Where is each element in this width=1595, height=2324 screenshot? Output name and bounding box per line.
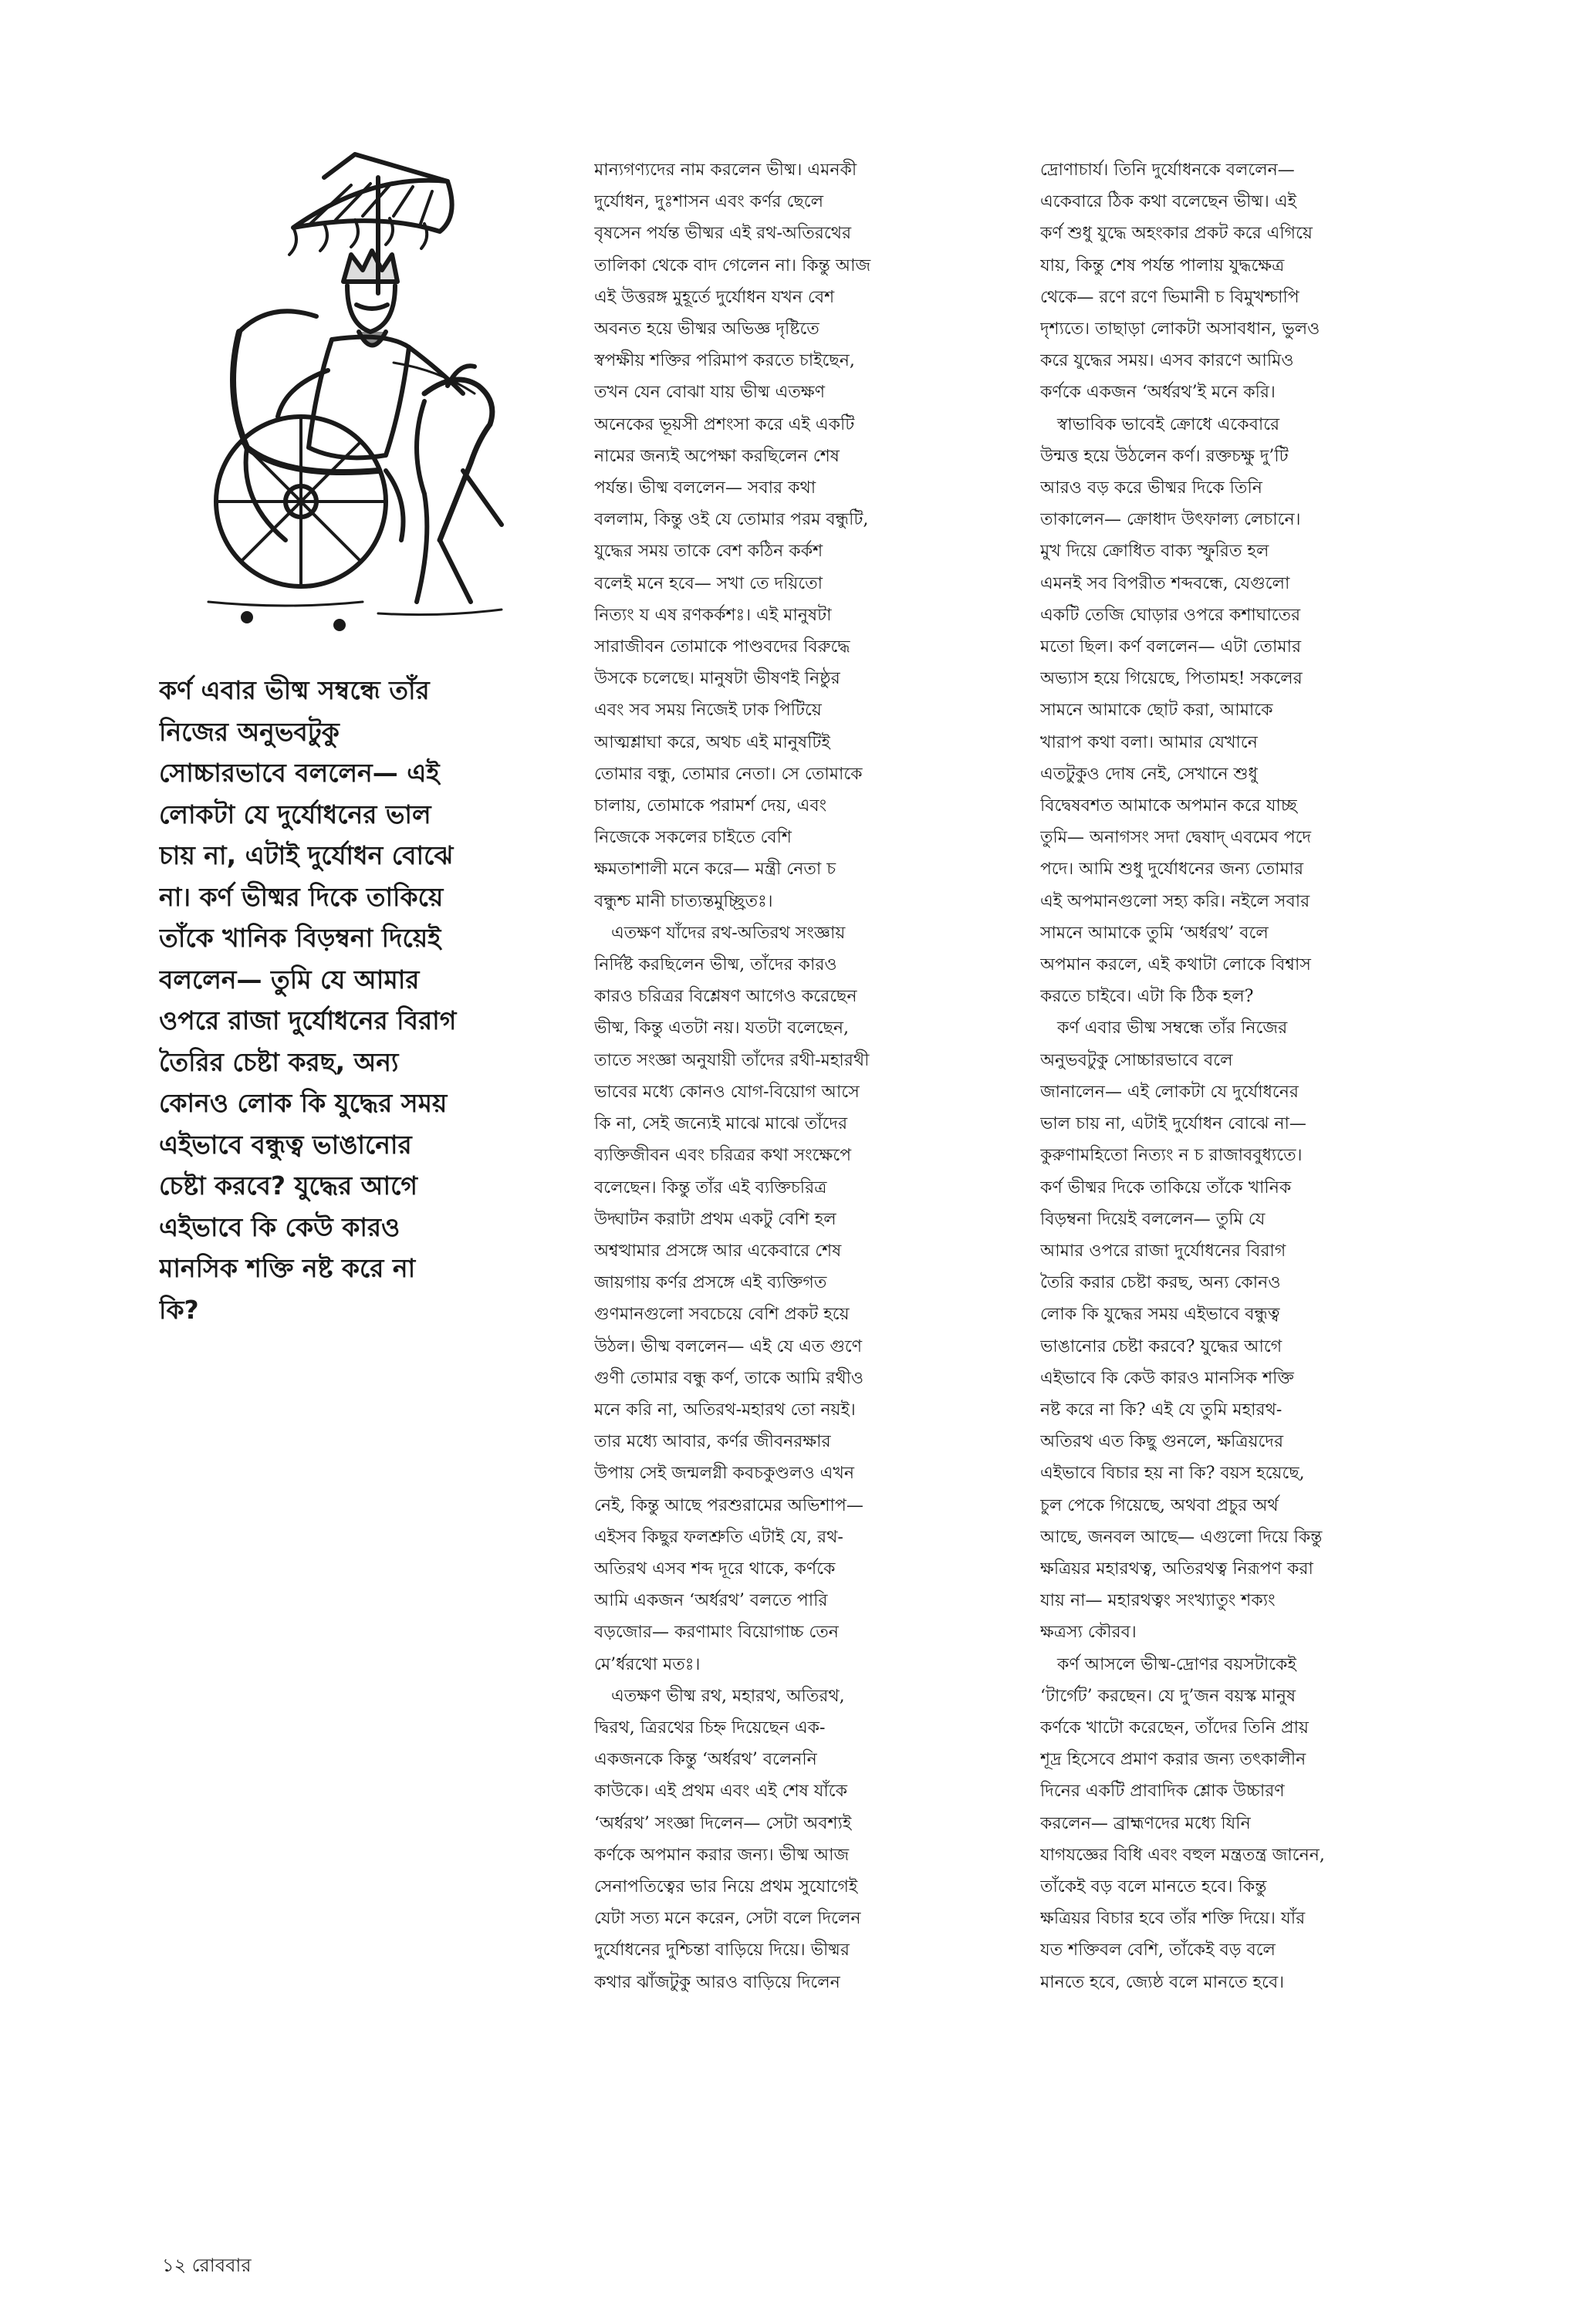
text-line: নষ্ট করে না কি? এই যে তুমি মহারথ-: [1040, 1400, 1282, 1420]
text-line: যত শক্তিবল বেশি, তাঁকেই বড় বলে: [1040, 1941, 1276, 1961]
text-line: ‘অর্ধরথ’ সংজ্ঞা দিলেন— সেটা অবশ্যই: [594, 1813, 852, 1833]
text-line: উপায় সেই জন্মলগ্নী কবচকুণ্ডলও এখন: [594, 1464, 854, 1484]
text-line: কর্ণকে অপমান করার জন্য। ভীষ্ম আজ: [594, 1845, 850, 1865]
text-line: তাঁকেই বড় বলে মানতে হবে। কিন্তু: [1040, 1876, 1267, 1897]
text-line: কাউকে। এই প্রথম এবং এই শেষ যাঁকে: [594, 1782, 848, 1802]
text-line: অবনত হয়ে ভীষ্মর অভিজ্ঞ দৃষ্টিতে: [594, 319, 819, 339]
pull-quote-line: বললেন— তুমি যে আমার: [159, 964, 420, 995]
text-line: অপমান করলে, এই কথাটা লোকে বিশ্বাস: [1040, 955, 1311, 975]
text-column-right: [1040, 154, 1461, 1998]
text-line: ক্ষমতাশালী মনে করে— মন্ত্রী নেতা চ: [594, 860, 836, 880]
text-line: কর্ণকে খাটো করেছেন, তাঁদের তিনি প্রায়: [1040, 1718, 1309, 1738]
text-line: যুদ্ধের সময় তাকে বেশ কঠিন কর্কশ: [594, 542, 823, 562]
text-line: মতো ছিল। কর্ণ বললেন— এটা তোমার: [1040, 637, 1302, 657]
text-line: এবং সব সময় নিজেই ঢাক পিটিয়ে: [594, 701, 822, 721]
text-line: নামের জন্যই অপেক্ষা করছিলেন শেষ: [594, 446, 840, 466]
text-line: কুরুণামহিতো নিত্যং ন চ রাজাববুধ্যতে।: [1040, 1146, 1303, 1166]
text-line: কারও চরিত্রর বিশ্লেষণ আগেও করেছেন: [594, 987, 857, 1007]
text-column-middle: [594, 154, 1011, 1998]
text-line: চালায়, তোমাকে পরামর্শ দেয়, এবং: [594, 796, 827, 816]
text-line: একটি তেজি ঘোড়ার ওপরে কশাঘাতের: [1040, 605, 1301, 625]
text-line: তাকালেন— ক্রোধাদ উৎফাল্য লেচানে।: [1040, 510, 1301, 530]
text-line: নিজেকে সকলের চাইতে বেশি: [594, 828, 792, 848]
text-line: অশ্বত্থামার প্রসঙ্গে আর একেবারে শেষ: [594, 1241, 842, 1261]
text-line: এই অপমানগুলো সহ্য করি। নইলে সবার: [1040, 891, 1310, 911]
text-line: আমার ওপরে রাজা দুর্যোধনের বিরাগ: [1040, 1241, 1286, 1261]
text-line: অনুভবটুকু সোচ্চারভাবে বলে: [1040, 1050, 1233, 1070]
text-line: মান্যগণ্যদের নাম করলেন ভীষ্ম। এমনকী: [594, 160, 857, 180]
text-line: আত্মশ্লাঘা করে, অথচ এই মানুষটিই: [594, 732, 830, 752]
text-line: তাতে সংজ্ঞা অনুযায়ী তাঁদের রথী-মহারথী: [594, 1050, 870, 1070]
text-line: তখন যেন বোঝা যায় ভীষ্ম এতক্ষণ: [594, 383, 825, 403]
text-line: এতক্ষণ ভীষ্ম রথ, মহারথ, অতিরথ,: [594, 1686, 845, 1706]
text-line: তালিকা থেকে বাদ গেলেন না। কিন্তু আজ: [594, 255, 871, 275]
text-line: কর্ণকে একজন ‘অর্ধরথ’ই মনে করি।: [1040, 383, 1276, 403]
text-line: আমি একজন ‘অর্ধরথ’ বলতে পারি: [594, 1591, 828, 1611]
text-line: অতিরথ এত কিছু গুনলে, ক্ষত্রিয়দের: [1040, 1432, 1284, 1452]
pull-quote-line: কর্ণ এবার ভীষ্ম সম্বন্ধে তাঁর: [159, 675, 430, 705]
pull-quote-line: এইভাবে কি কেউ কারও: [159, 1211, 400, 1242]
text-line: যায়, কিন্তু শেষ পর্যন্ত পালায় যুদ্ধক্ষেত্র: [1040, 255, 1285, 275]
text-line: জায়গায় কর্ণর প্রসঙ্গে এই ব্যক্তিগত: [594, 1273, 827, 1293]
text-line: যায় না— মহারথত্বং সংখ্যাতুং শক্যং: [1040, 1591, 1276, 1611]
text-line: এইসব কিছুর ফলশ্রুতি এটাই যে, রথ-: [594, 1527, 843, 1547]
text-line: ক্ষত্রস্য কৌরব।: [1040, 1623, 1137, 1643]
text-line: এতটুকুও দোষ নেই, সেখানে শুধু: [1040, 764, 1258, 784]
text-line: গুণমানগুলো সবচেয়ে বেশি প্রকট হয়ে: [594, 1305, 850, 1325]
text-line: বলেই মনে হবে— সখা তে দয়িতো: [594, 573, 823, 593]
text-line: বলেছেন। কিন্তু তাঁর এই ব্যক্তিচরিত্র: [594, 1177, 827, 1197]
text-line: কর্ণ ভীষ্মর দিকে তাকিয়ে তাঁকে খানিক: [1040, 1177, 1292, 1197]
text-line: ভাঙানোর চেষ্টা করবে? যুদ্ধের আগে: [1040, 1336, 1282, 1356]
text-line: কর্ণ শুধু যুদ্ধে অহংকার প্রকট করে এগিয়ে: [1040, 224, 1313, 244]
text-line: ‘টার্গেট’ করছেন। যে দু’জন বয়স্ক মানুষ: [1040, 1686, 1296, 1706]
pull-quote-line: চায় না, এটাই দুর্যোধন বোঝে: [159, 840, 454, 870]
text-line: ভীষ্ম, কিন্তু এতটা নয়। যতটা বলেছেন,: [594, 1018, 849, 1039]
text-line: অভ্যাস হয়ে গিয়েছে, পিতামহ! সকলের: [1040, 669, 1303, 689]
text-line: বন্ধুশ্চ মানী চাত্যন্তমুচ্ছ্রিতঃ।: [594, 891, 773, 911]
text-line: করলেন— ব্রাহ্মণদের মধ্যে যিনি: [1040, 1813, 1251, 1833]
text-line: উঠল। ভীষ্ম বললেন— এই যে এত গুণে: [594, 1336, 863, 1356]
text-line: নেই, কিন্তু আছে পরশুরামের অভিশাপ—: [594, 1495, 863, 1515]
text-line: এইভাবে বিচার হয় না কি? বয়স হয়েছে,: [1040, 1464, 1305, 1484]
text-line: এতক্ষণ যাঁদের রথ-অতিরথ সংজ্ঞায়: [594, 923, 846, 943]
text-line: দৃশ্যতে। তাছাড়া লোকটা অসাবধান, ভুলও: [1040, 319, 1320, 339]
text-line: সামনে আমাকে তুমি ‘অর্ধরথ’ বলে: [1040, 923, 1269, 943]
text-line: বড়জোর— করণামাং বিয়োগাচ্চ তেন: [594, 1623, 839, 1643]
text-line: একেবারে ঠিক কথা বলেছেন ভীষ্ম। এই: [1040, 192, 1297, 212]
text-line: ব্যক্তিজীবন এবং চরিত্রর কথা সংক্ষেপে: [594, 1146, 852, 1166]
text-line: থেকে— রণে রণে ভিমানী চ বিমুখশ্চাপি: [1040, 287, 1299, 307]
text-line: এইভাবে কি কেউ কারও মানসিক শক্তি: [1040, 1368, 1294, 1388]
text-line: সামনে আমাকে ছোট করা, আমাকে: [1040, 701, 1273, 721]
text-line: তোমার বন্ধু, তোমার নেতা। সে তোমাকে: [594, 764, 863, 784]
text-line: আরও বড় করে ভীষ্মর দিকে তিনি: [1040, 478, 1262, 498]
text-line: পর্যন্ত। ভীষ্ম বললেন— সবার কথা: [594, 478, 816, 498]
chariot-illustration: [193, 139, 525, 633]
text-line: যাগযজ্ঞের বিধি এবং বহুল মন্ত্রতন্ত্র জানেন,: [1040, 1845, 1325, 1865]
pull-quote-line: তাঁকে খানিক বিড়ম্বনা দিয়েই: [159, 923, 441, 953]
pull-quote-line: তৈরির চেষ্টা করছ, অন্য: [159, 1046, 399, 1077]
text-line: অনেকের ভূয়সী প্রশংসা করে এই একটি: [594, 414, 855, 434]
text-line: কর্ণ এবার ভীষ্ম সম্বন্ধে তাঁর নিজের: [1040, 1018, 1288, 1039]
text-line: কথার ঝাঁজটুকু আরও বাড়িয়ে দিলেন: [594, 1972, 840, 1992]
text-line: স্বাভাবিক ভাবেই ক্রোধে একেবারে: [1040, 414, 1280, 434]
pull-quote-line: ওপরে রাজা দুর্যোধনের বিরাগ: [159, 1005, 457, 1035]
text-line: মানতে হবে, জ্যেষ্ঠ বলে মানতে হবে।: [1040, 1972, 1285, 1992]
text-line: সারাজীবন তোমাকে পাণ্ডবদের বিরুদ্ধে: [594, 637, 850, 657]
pull-quote-line: চেষ্টা করবে? যুদ্ধের আগে: [159, 1170, 418, 1201]
text-line: এই উত্তরঙ্গ মুহূর্তে দুর্যোধন যখন বেশ: [594, 287, 835, 307]
text-line: নিত্যং য এষ রণকর্কশঃ। এই মানুষটা: [594, 605, 832, 625]
pull-quote-line: সোচ্চারভাবে বললেন— এই: [159, 758, 440, 788]
pull-quote-line: মানসিক শক্তি নষ্ট করে না: [159, 1253, 416, 1283]
text-line: পদে। আমি শুধু দুর্যোধনের জন্য তোমার: [1040, 860, 1304, 880]
text-line: ক্ষত্রিয়র বিচার হবে তাঁর শক্তি দিয়ে। যাঁর: [1040, 1909, 1306, 1929]
text-line: উন্মত্ত হয়ে উঠলেন কর্ণ। রক্তচক্ষু দু’টি: [1040, 446, 1289, 466]
text-line: দিনের একটি প্রাবাদিক শ্লোক উচ্চারণ: [1040, 1782, 1285, 1802]
text-line: লোক কি যুদ্ধের সময় এইভাবে বন্ধুত্ব: [1040, 1305, 1280, 1325]
pull-quote-line: না। কর্ণ ভীষ্মর দিকে তাকিয়ে: [159, 881, 444, 912]
text-line: গুণী তোমার বন্ধু কর্ণ, তাকে আমি রথীও: [594, 1368, 864, 1388]
text-line: মে’র্ধরথো মতঃ।: [594, 1654, 701, 1674]
text-line: অতিরথ এসব শব্দ দূরে থাকে, কর্ণকে: [594, 1559, 836, 1579]
text-line: ভাবের মধ্যে কোনও যোগ-বিয়োগ আসে: [594, 1082, 860, 1102]
pull-quote-line: এইভাবে বন্ধুত্ব ভাঙানোর: [159, 1129, 412, 1160]
text-line: কর্ণ আসলে ভীষ্ম-দ্রোণর বয়সটাকেই: [1040, 1654, 1296, 1674]
text-line: জানালেন— এই লোকটা যে দুর্যোধনের: [1040, 1082, 1299, 1102]
text-line: চুল পেকে গিয়েছে, অথবা প্রচুর অর্থ: [1040, 1495, 1279, 1515]
text-line: দুর্যোধন, দুঃশাসন এবং কর্ণর ছেলে: [594, 192, 823, 212]
pull-quote-line: কোনও লোক কি যুদ্ধের সময়: [159, 1088, 448, 1118]
text-line: নির্দিষ্ট করছিলেন ভীষ্ম, তাঁদের কারও: [594, 955, 837, 975]
text-line: খারাপ কথা বলা। আমার যেখানে: [1040, 732, 1258, 752]
text-line: বিদ্বেষবশত আমাকে অপমান করে যাচ্ছ: [1040, 796, 1297, 816]
text-line: সেনাপতিত্বের ভার নিয়ে প্রথম সুযোগেই: [594, 1876, 858, 1897]
text-line: একজনকে কিন্তু ‘অর্ধরথ’ বলেননি: [594, 1750, 817, 1770]
pull-quote: [159, 670, 537, 1330]
text-line: তুমি— অনাগসং সদা দ্বেষাদ্ এবমেব পদে: [1040, 828, 1312, 848]
text-line: দ্বিরথ, ত্রিরথের চিহ্ন দিয়েছেন এক-: [594, 1718, 826, 1738]
pull-quote-line: নিজের অনুভবটুকু: [159, 716, 340, 747]
text-line: বৃষসেন পর্যন্ত ভীষ্মর এই রথ-অতিরথের: [594, 224, 852, 244]
text-line: তার মধ্যে আবার, কর্ণর জীবনরক্ষার: [594, 1432, 831, 1452]
text-line: দুর্যোধনের দুশ্চিন্তা বাড়িয়ে দিয়ে। ভীষ্মর: [594, 1941, 850, 1961]
king-chariot-drawing: [193, 139, 525, 633]
text-line: তৈরি করার চেষ্টা করছ, অন্য কোনও: [1040, 1273, 1281, 1293]
text-line: যেটা সত্য মনে করেন, সেটা বলে দিলেন: [594, 1909, 861, 1929]
text-line: করে যুদ্ধের সময়। এসব কারণে আমিও: [1040, 351, 1294, 371]
text-line: বিড়ম্বনা দিয়েই বললেন— তুমি যে: [1040, 1209, 1266, 1229]
text-line: মনে করি না, অতিরথ-মহারথ তো নয়ই।: [594, 1400, 856, 1420]
text-line: এমনই সব বিপরীত শব্দবন্ধে, যেগুলো: [1040, 573, 1290, 593]
text-line: উসকে চলেছে। মানুষটা ভীষণই নিষ্ঠুর: [594, 669, 840, 689]
page-folio: ১২ রোববার: [162, 2255, 252, 2276]
text-line: দ্রোণাচার্য। তিনি দুর্যোধনকে বললেন—: [1040, 160, 1295, 180]
text-line: উদ্ঘাটন করাটা প্রথম একটু বেশি হল: [594, 1209, 836, 1229]
text-line: মুখ দিয়ে ক্রোধিত বাক্য স্ফুরিত হল: [1040, 542, 1269, 562]
pull-quote-line: কি?: [159, 1294, 199, 1325]
text-line: ক্ষত্রিয়র মহারথত্ব, অতিরথত্ব নিরূপণ করা: [1040, 1559, 1313, 1579]
pull-quote-line: লোকটা যে দুর্যোধনের ভাল: [159, 799, 431, 829]
text-line: স্বপক্ষীয় শক্তির পরিমাপ করতে চাইছেন,: [594, 351, 855, 371]
text-line: শূদ্র হিসেবে প্রমাণ করার জন্য তৎকালীন: [1040, 1750, 1306, 1770]
text-line: আছে, জনবল আছে— এগুলো দিয়ে কিন্তু: [1040, 1527, 1323, 1547]
text-line: ভাল চায় না, এটাই দুর্যোধন বোঝে না—: [1040, 1114, 1306, 1134]
text-line: কি না, সেই জন্যেই মাঝে মাঝে তাঁদের: [594, 1114, 848, 1134]
text-line: বললাম, কিন্তু ওই যে তোমার পরম বন্ধুটি,: [594, 510, 869, 530]
text-line: করতে চাইবে। এটা কি ঠিক হল?: [1040, 987, 1254, 1007]
